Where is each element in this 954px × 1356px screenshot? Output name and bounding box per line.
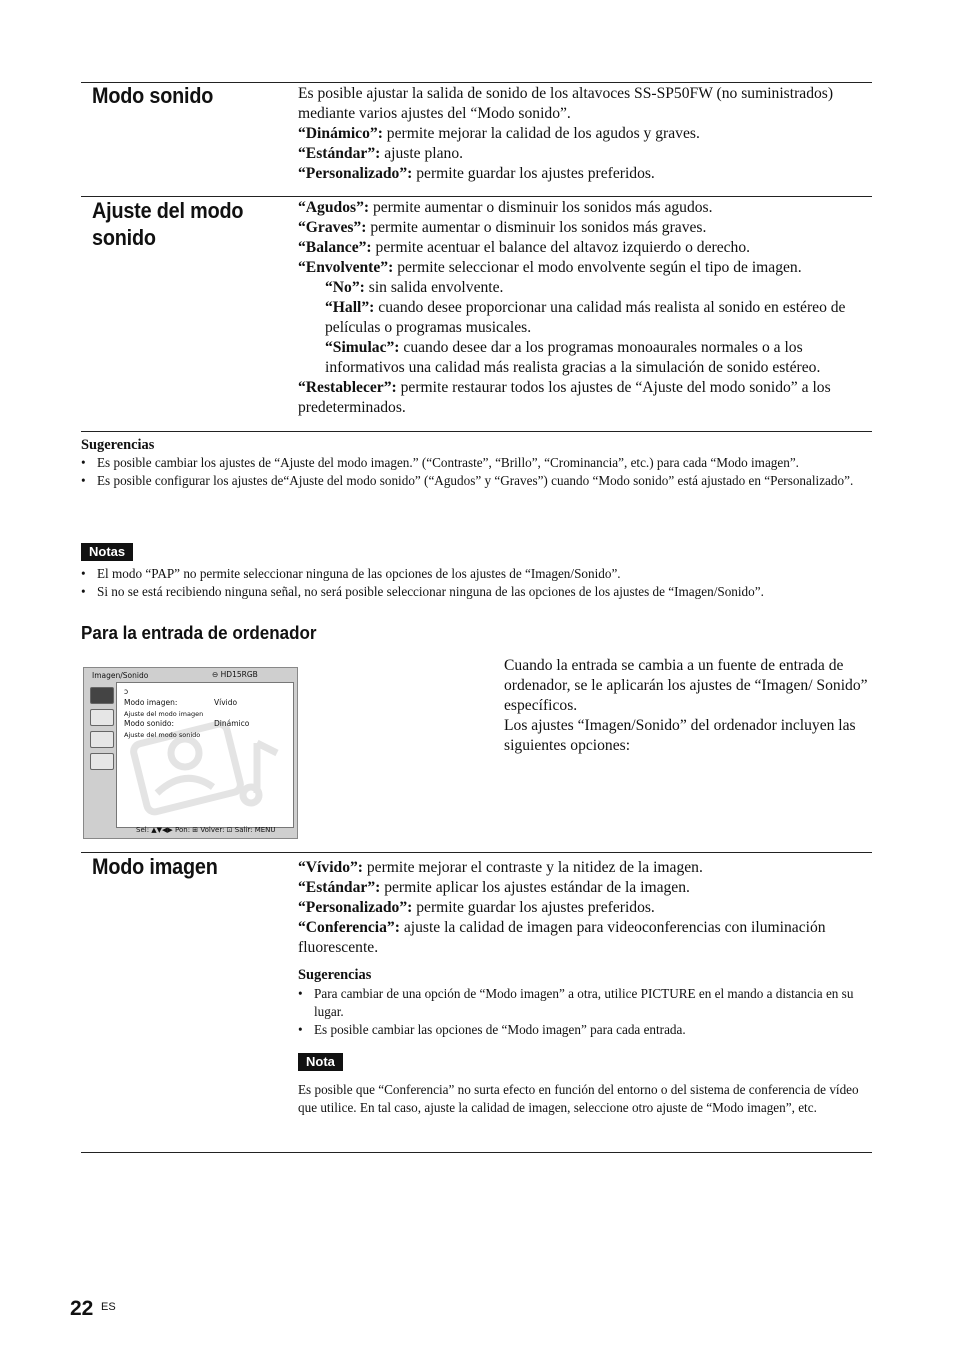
picture-sound-icon <box>90 687 114 704</box>
page-number: 22 <box>70 1297 94 1320</box>
osd-sidebar <box>88 684 114 775</box>
modo-imagen-body <box>298 858 873 1117</box>
list-item: • Es posible cambiar los ajustes de “Ajuste del modo imagen.” (“Contraste”, “Brillo”, “Crominancia”, etc.) para cada “Modo imagen”. <box>81 454 873 472</box>
paragraph: Cuando la entrada se cambia a un fuente de entrada de ordenador, se le aplicarán los ajustes de “Imagen/ Sonido” específicos. <box>504 657 868 714</box>
osd-menu-screenshot <box>83 667 298 839</box>
section-title-modo-imagen: Modo imagen <box>92 854 218 879</box>
notas-badge: Notas <box>81 543 133 561</box>
list-item: • Es posible cambiar las opciones de “Modo imagen” para cada entrada. <box>298 1021 873 1039</box>
option-item: “Envolvente”: permite seleccionar el modo envolvente según el tipo de imagen. <box>298 259 802 276</box>
list-item: • Para cambiar de una opción de “Modo imagen” a otra, utilice PICTURE en el mando a distancia en su lugar. <box>298 985 873 1021</box>
divider <box>81 1152 872 1153</box>
osd-source: ⊖ HD15RGB <box>212 670 258 679</box>
option-item: “Balance”: permite acentuar el balance del altavoz izquierdo o derecho. <box>298 239 751 256</box>
list-item: • El modo “PAP” no permite seleccionar ninguna de las opciones de los ajustes de “Imagen/Sonido”. <box>81 565 873 583</box>
notas-block <box>81 543 873 601</box>
sub-option-item: “No”: sin salida envolvente. <box>325 279 504 296</box>
modo-sonido-body <box>298 84 873 184</box>
osd-row: Ajuste del modo sonido <box>124 731 201 739</box>
nota-badge: Nota <box>298 1053 343 1071</box>
option-item: “Estándar”: ajuste plano. <box>298 145 464 162</box>
option-item: “Personalizado”: permite guardar los ajustes preferidos. <box>298 899 655 916</box>
section-title-modo-sonido: Modo sonido <box>92 83 214 108</box>
option-item: “Conferencia”: ajuste la calidad de imagen para videoconferencias con iluminación fluorescente. <box>298 919 826 956</box>
osd-title: Imagen/Sonido <box>92 671 149 680</box>
osd-panel <box>116 682 294 828</box>
osd-back: ↄ <box>124 687 129 696</box>
option-item: “Personalizado”: permite guardar los ajustes preferidos. <box>298 165 655 182</box>
paragraph: Los ajustes “Imagen/Sonido” del ordenador incluyen las siguientes opciones: <box>504 717 856 754</box>
option-item: “Graves”: permite aumentar o disminuir los sonidos más graves. <box>298 219 707 236</box>
subsection-heading: Para la entrada de ordenador <box>81 622 317 643</box>
sugerencias-block <box>81 437 873 490</box>
modo-sonido-intro: Es posible ajustar la salida de sonido de los altavoces SS-SP50FW (no suministrados) mediante varios ajustes del “Modo sonido”. <box>298 85 834 122</box>
input-icon: ⊖ <box>212 670 221 679</box>
sugerencias-heading: Sugerencias <box>81 437 155 453</box>
option-item: “Agudos”: permite aumentar o disminuir los sonidos más agudos. <box>298 199 713 216</box>
section-title-ajuste-modo-sonido: Ajuste del modo sonido <box>92 198 244 250</box>
sub-option-item: “Hall”: cuando desee proporcionar una calidad más realista al sonido en estéreo de películas o programas musicales. <box>325 299 846 336</box>
sub-option-item: “Simulac”: cuando desee dar a los programas monoaurales normales o a los informativos una calidad más realista gracias a la simulación de sonido estéreo. <box>325 339 821 376</box>
list-item: • Si no se está recibiendo ninguna señal, no será posible seleccionar ninguna de las opciones de los ajustes de “Imagen/Sonido”. <box>81 583 873 601</box>
osd-value: Dinámico <box>214 719 250 728</box>
osd-row: Modo sonido: <box>124 719 175 728</box>
option-item: “Estándar”: permite aplicar los ajustes estándar de la imagen. <box>298 879 690 896</box>
setup-icon <box>90 731 114 748</box>
pc-input-text <box>504 656 874 756</box>
divider <box>81 431 872 432</box>
osd-footer: Sel: ▲▼◀▶ Pon: ⊞ Volver: ⊡ Salir: MENU <box>136 826 276 834</box>
option-item: “Vívido”: permite mejorar el contraste y la nitidez de la imagen. <box>298 859 703 876</box>
nota-text: Es posible que “Conferencia” no surta efecto en función del entorno o del sistema de conferencia de vídeo que utilice. En tal caso, ajuste la calidad de imagen, seleccione otro ajuste de “Modo imagen”, etc. <box>298 1082 859 1115</box>
page-language: ES <box>101 1301 116 1313</box>
option-item: “Restablecer”: permite restaurar todos los ajustes de “Ajuste del modo sonido” a los predeterminados. <box>298 379 831 416</box>
option-item: “Dinámico”: permite mejorar la calidad de los agudos y graves. <box>298 125 700 142</box>
osd-row: Ajuste del modo imagen <box>124 710 204 718</box>
osd-value: Vívido <box>214 698 238 707</box>
osd-row: Modo imagen: <box>124 698 178 707</box>
list-item: • Es posible configurar los ajustes de“Ajuste del modo sonido” (“Agudos” y “Graves”) cuando “Modo sonido” está ajustado en “Personalizado”. <box>81 472 873 490</box>
ajuste-modo-sonido-body <box>298 198 873 418</box>
sugerencias-heading: Sugerencias <box>298 967 372 983</box>
screen-icon <box>90 709 114 726</box>
pc-icon <box>90 753 114 770</box>
